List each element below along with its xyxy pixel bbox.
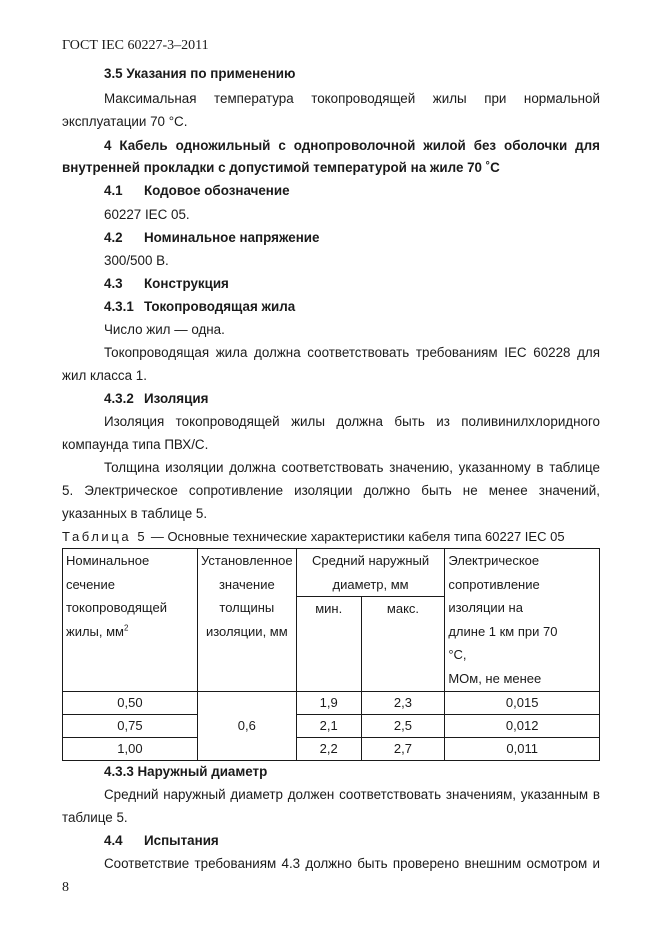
section-4-2-title: Номинальное напряжение [144, 230, 320, 245]
header-diameter-max: макс. [361, 597, 445, 692]
header-insulation-resistance: Электрическое сопротивление изоляции на длине 1 км при 70 °С, МОм, не менее [445, 549, 600, 692]
cell-min: 1,9 [296, 692, 361, 715]
section-3-5-text-line1: Максимальная температура токопроводящей жилы при нормальной [104, 91, 600, 106]
section-4-3-1-text2-line2: жил класса 1. [62, 368, 147, 383]
section-3-5-heading: 3.5 Указания по применению [104, 66, 296, 81]
header-insulation-thickness: Установленное значение толщины изоляции, мм [197, 549, 296, 692]
header-outer-diameter: Средний наружный диаметр, мм [296, 549, 445, 597]
cell-resistance: 0,015 [445, 692, 600, 715]
section-4-3-1-heading [104, 299, 600, 315]
section-4-1-title: Кодовое обозначение [144, 183, 290, 198]
cell-max: 2,5 [361, 715, 445, 738]
section-4-4-number: 4.4 [104, 833, 123, 848]
cell-max: 2,7 [361, 738, 445, 761]
page-number: 8 [62, 880, 69, 895]
table-5-caption [62, 529, 565, 544]
section-4-3-1-text1: Число жил — одна. [104, 322, 225, 337]
section-4-2-number: 4.2 [104, 230, 123, 245]
section-4-3-3-text-line1: Средний наружный диаметр должен соответствовать значениям, указанным в [104, 787, 600, 802]
section-4-3-heading [104, 276, 600, 292]
table-row [63, 715, 600, 738]
section-4-3-2-p2-line3: указанных в таблице 5. [62, 506, 208, 521]
section-4-2-heading [104, 230, 600, 246]
table-5-caption-text: — Основные технические характеристики кабеля типа 60227 IEC 05 [147, 529, 565, 544]
section-4-3-2-p1-line2: компаунда типа ПВХ/С. [62, 437, 209, 452]
section-4-3-2-p2-line1: Толщина изоляции должна соответствовать значению, указанному в таблице [104, 460, 600, 475]
section-4-3-2-title: Изоляция [144, 391, 209, 406]
section-4-4-text-line1: Соответствие требованиям 4.3 должно быть проверено внешним осмотром и [104, 856, 600, 871]
cell-min: 2,1 [296, 715, 361, 738]
table-5 [62, 548, 600, 761]
section-4-3-1-text2-line1: Токопроводящая жила должна соответствовать требованиям IEC 60228 для [104, 345, 600, 360]
cell-section: 1,00 [63, 738, 198, 761]
section-4-1-heading [104, 183, 600, 199]
section-4-heading-line1: 4 Кабель одножильный с однопроволочной жилой без оболочки для [104, 138, 600, 153]
section-4-2-text: 300/500 В. [104, 253, 169, 268]
table-header-row-1 [63, 549, 600, 597]
table-row [63, 738, 600, 761]
section-4-4-title: Испытания [144, 833, 219, 848]
section-4-1-text: 60227 IEC 05. [104, 207, 190, 222]
section-4-3-1-number: 4.3.1 [104, 299, 134, 314]
section-4-3-3-text-line2: таблице 5. [62, 810, 128, 825]
section-4-3-2-number: 4.3.2 [104, 391, 134, 406]
section-4-3-1-title: Токопроводящая жила [144, 299, 296, 314]
cell-section: 0,50 [63, 692, 198, 715]
section-4-3-3-heading: 4.3.3 Наружный диаметр [104, 764, 268, 779]
section-3-5-text-line2: эксплуатации 70 °С. [62, 114, 188, 129]
section-4-3-2-heading [104, 391, 600, 407]
document-header: ГОСТ IEC 60227-3–2011 [62, 38, 209, 53]
cell-resistance: 0,012 [445, 715, 600, 738]
cell-resistance: 0,011 [445, 738, 600, 761]
cell-min: 2,2 [296, 738, 361, 761]
section-4-3-number: 4.3 [104, 276, 123, 291]
table-row [63, 692, 600, 715]
cell-thickness: 0,6 [197, 692, 296, 761]
section-4-1-number: 4.1 [104, 183, 123, 198]
cell-max: 2,3 [361, 692, 445, 715]
header-diameter-min: мин. [296, 597, 361, 692]
header-cross-section: Номинальное сечение токопроводящей жилы, $мм^2$ [63, 549, 198, 692]
table-5-caption-label: Таблица 5 [62, 529, 148, 544]
section-4-heading-line2: внутренней прокладки с допустимой температурой на жиле 70 ˚С [62, 160, 500, 175]
cell-section: 0,75 [63, 715, 198, 738]
section-4-3-2-p2-line2: 5. Электрическое сопротивление изоляции должно быть не менее значений, [62, 483, 600, 498]
section-4-3-title: Конструкция [144, 276, 229, 291]
section-4-4-heading [104, 833, 600, 849]
section-4-3-2-p1-line1: Изоляция токопроводящей жилы должна быть из поливинилхлоридного [104, 414, 600, 429]
